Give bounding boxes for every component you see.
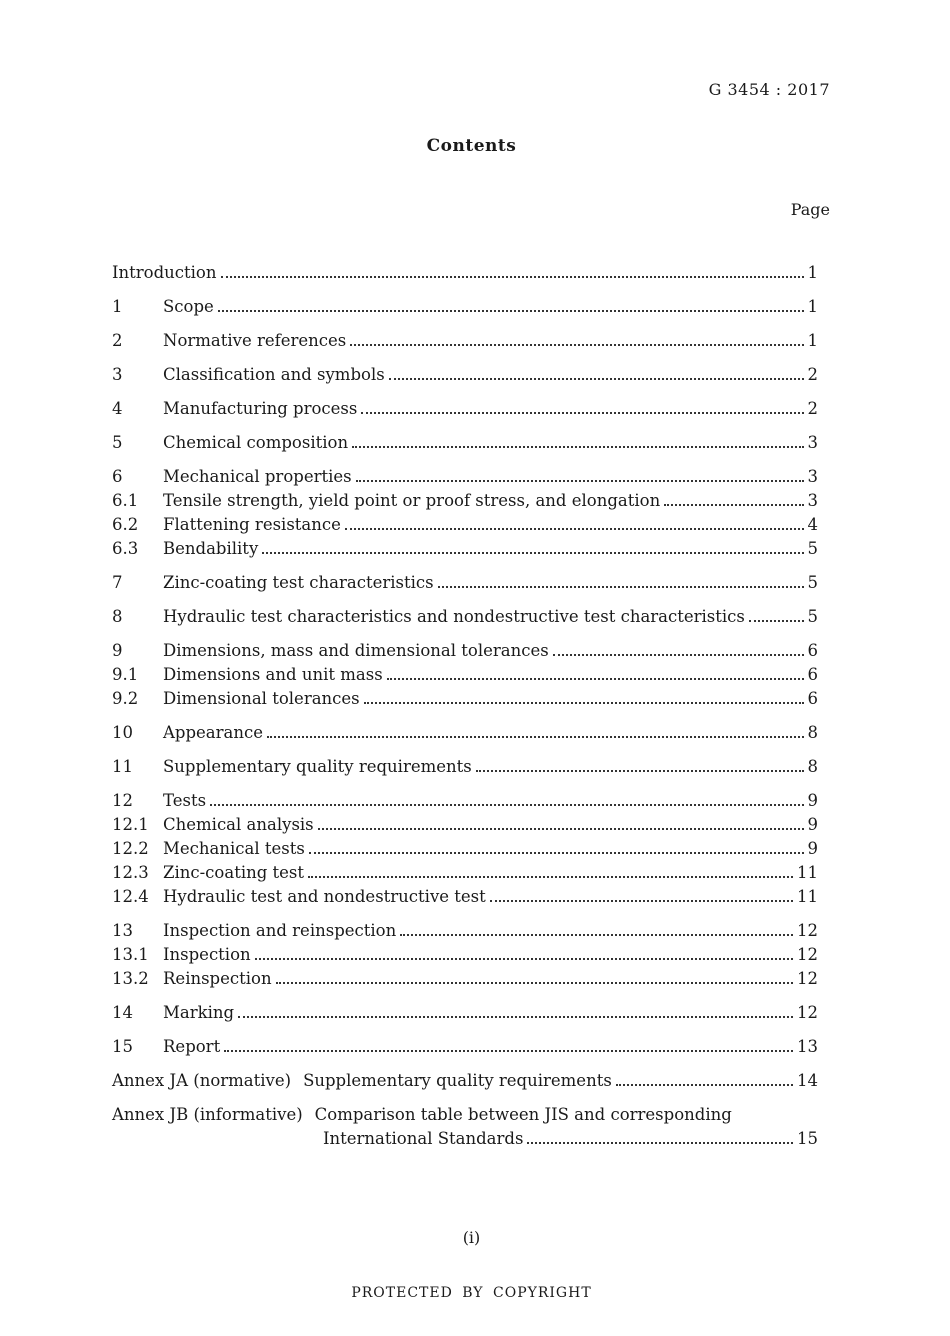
toc-group-14 <box>112 1001 818 1025</box>
toc-entry-number: 6.1 <box>112 491 139 510</box>
toc-group-13 <box>112 919 818 991</box>
dot-leader <box>318 828 804 830</box>
toc-entry-page: 6 <box>807 689 818 708</box>
toc-entry[interactable] <box>112 431 818 455</box>
toc-entry-title: Zinc-coating test characteristics <box>163 573 434 592</box>
toc-entry-title: Classification and symbols <box>163 365 385 384</box>
toc-entry-page: 4 <box>807 515 818 534</box>
toc-entry-number: 3 <box>112 365 123 384</box>
toc-entry-title: Manufacturing process <box>163 399 358 418</box>
toc-entry[interactable] <box>112 489 818 513</box>
toc-entry-annex-jb-continued[interactable] <box>112 1127 818 1151</box>
toc-entry-page: 5 <box>807 607 818 626</box>
toc-entry[interactable] <box>112 465 818 489</box>
toc-entry-title: Tests <box>163 791 207 810</box>
dot-leader <box>309 852 804 854</box>
toc-entry[interactable] <box>112 639 818 663</box>
toc-group-5 <box>112 431 818 455</box>
toc-entry-number: 9 <box>112 641 123 660</box>
dot-leader <box>387 678 804 680</box>
toc-entry-number: 12.1 <box>112 815 149 834</box>
toc-group-1 <box>112 295 818 319</box>
toc-entry-title: Dimensions and unit mass <box>163 665 383 684</box>
toc-entry-title: Dimensional tolerances <box>163 689 360 708</box>
toc-entry-page: 3 <box>807 467 818 486</box>
toc-entry-page: 12 <box>797 921 818 940</box>
toc-entry[interactable] <box>112 1001 818 1025</box>
dot-leader <box>210 804 803 806</box>
toc-entry-number: 4 <box>112 399 123 418</box>
toc-entry[interactable] <box>112 755 818 779</box>
dot-leader <box>490 900 793 902</box>
dot-leader <box>345 528 804 530</box>
dot-leader <box>255 958 793 960</box>
toc-entry-title: Appearance <box>163 723 263 742</box>
dot-leader <box>438 586 804 588</box>
toc-entry-number: 13.1 <box>112 945 149 964</box>
toc-entry-number: 15 <box>112 1037 133 1056</box>
toc-entry-number: 10 <box>112 723 133 742</box>
dot-leader <box>308 876 793 878</box>
dot-leader <box>527 1142 793 1144</box>
toc-entry-page: 6 <box>807 641 818 660</box>
toc-entry[interactable] <box>112 885 818 909</box>
dot-leader <box>553 654 804 656</box>
toc-entry-title: Chemical analysis <box>163 815 314 834</box>
copyright-notice: PROTECTED BY COPYRIGHT <box>351 1285 592 1301</box>
toc-entry-title: Tensile strength, yield point or proof stress, and elongation <box>163 491 661 510</box>
dot-leader <box>364 702 804 704</box>
toc-entry-page: 9 <box>807 791 818 810</box>
toc-entry-number: 1 <box>112 297 123 316</box>
toc-entry-title: Supplementary quality requirements <box>303 1071 612 1090</box>
toc-entry[interactable] <box>112 663 818 687</box>
toc-entry-title: Chemical composition <box>163 433 349 452</box>
toc-entry[interactable] <box>112 329 818 353</box>
toc-entry-title: Hydraulic test and nondestructive test <box>163 887 486 906</box>
toc-entry-page: 1 <box>807 331 818 350</box>
toc-group-15 <box>112 1035 818 1059</box>
toc-entry[interactable] <box>112 363 818 387</box>
toc-entry-page: 1 <box>807 297 818 316</box>
toc-entry[interactable] <box>112 687 818 711</box>
toc-entry-page: 8 <box>807 723 818 742</box>
toc-entry[interactable] <box>112 789 818 813</box>
dot-leader <box>238 1016 793 1018</box>
toc-entry-number: 6.2 <box>112 515 139 534</box>
dot-leader <box>276 982 793 984</box>
toc-entry[interactable] <box>112 721 818 745</box>
toc-entry[interactable] <box>112 513 818 537</box>
toc-group-2 <box>112 329 818 353</box>
toc-entry-page: 3 <box>807 433 818 452</box>
toc-entry-annex-ja[interactable] <box>112 1069 818 1093</box>
toc-entry-page: 9 <box>807 815 818 834</box>
toc-entry-number: 9.1 <box>112 665 139 684</box>
annex-label: Annex JA (normative) <box>112 1071 292 1090</box>
dot-leader <box>389 378 804 380</box>
toc-entry-number: 7 <box>112 573 123 592</box>
toc-entry-introduction[interactable] <box>112 261 818 285</box>
dot-leader <box>400 934 793 936</box>
toc-group-9 <box>112 639 818 711</box>
table-of-contents <box>112 261 818 1161</box>
toc-entry-title: Hydraulic test characteristics and nondestructive test characteristics <box>163 607 745 626</box>
toc-entry[interactable] <box>112 605 818 629</box>
toc-group-10 <box>112 721 818 745</box>
toc-entry-title: Scope <box>163 297 214 316</box>
toc-entry-annex-jb[interactable] <box>112 1103 818 1127</box>
toc-entry[interactable] <box>112 295 818 319</box>
toc-entry[interactable] <box>112 1035 818 1059</box>
dot-leader <box>267 736 804 738</box>
toc-entry-number: 9.2 <box>112 689 139 708</box>
toc-entry-page: 11 <box>797 887 818 906</box>
dot-leader <box>356 480 804 482</box>
toc-entry[interactable] <box>112 397 818 421</box>
toc-entry-page: 12 <box>797 969 818 988</box>
toc-entry-title: Mechanical tests <box>163 839 305 858</box>
toc-entry[interactable] <box>112 943 818 967</box>
toc-group-3 <box>112 363 818 387</box>
toc-entry-title-line2: International Standards <box>323 1129 524 1148</box>
toc-entry-number: 12.4 <box>112 887 149 906</box>
dot-leader <box>350 344 803 346</box>
toc-entry-number: 13.2 <box>112 969 149 988</box>
toc-entry-page: 5 <box>807 573 818 592</box>
toc-entry-number: 13 <box>112 921 133 940</box>
toc-entry-title: Normative references <box>163 331 347 350</box>
toc-group-4 <box>112 397 818 421</box>
toc-entry-page: 2 <box>807 399 818 418</box>
toc-entry-page: 11 <box>797 863 818 882</box>
footer-page-number: (i) <box>462 1228 481 1247</box>
toc-entry-title: Flattening resistance <box>163 515 341 534</box>
toc-entry-page: 13 <box>797 1037 818 1056</box>
toc-entry-page: 3 <box>807 491 818 510</box>
toc-entry-page: 12 <box>797 1003 818 1022</box>
toc-entry-number: 14 <box>112 1003 133 1022</box>
toc-entry-title: Reinspection <box>163 969 272 988</box>
toc-entry-number: 2 <box>112 331 123 350</box>
toc-entry[interactable] <box>112 919 818 943</box>
dot-leader <box>361 412 803 414</box>
toc-entry-title: Inspection and reinspection <box>163 921 397 940</box>
toc-group-12 <box>112 789 818 909</box>
page-title: Contents <box>426 136 517 156</box>
dot-leader <box>476 770 804 772</box>
toc-entry-title: Mechanical properties <box>163 467 352 486</box>
toc-entry-number: 11 <box>112 757 133 776</box>
toc-entry-page: 9 <box>807 839 818 858</box>
toc-entry[interactable] <box>112 967 818 991</box>
toc-entry[interactable] <box>112 571 818 595</box>
toc-entry-number: 12 <box>112 791 133 810</box>
toc-entry-title: Marking <box>163 1003 235 1022</box>
toc-entry[interactable] <box>112 813 818 837</box>
toc-group-annex-ja <box>112 1069 818 1093</box>
toc-entry-title: Inspection <box>163 945 251 964</box>
dot-leader <box>218 310 804 312</box>
toc-group-8 <box>112 605 818 629</box>
dot-leader <box>221 276 804 278</box>
dot-leader <box>664 504 803 506</box>
toc-entry-number: 6.3 <box>112 539 139 558</box>
toc-entry-page: 1 <box>807 263 818 282</box>
toc-entry-page: 2 <box>807 365 818 384</box>
toc-entry-page: 8 <box>807 757 818 776</box>
toc-group-annex-jb <box>112 1103 818 1151</box>
toc-entry-page: 5 <box>807 539 818 558</box>
dot-leader <box>749 620 804 622</box>
toc-group-11 <box>112 755 818 779</box>
toc-entry-title: Zinc-coating test <box>163 863 305 882</box>
toc-entry[interactable] <box>112 861 818 885</box>
toc-entry[interactable] <box>112 837 818 861</box>
toc-group-intro <box>112 261 818 285</box>
toc-group-6 <box>112 465 818 561</box>
dot-leader <box>616 1084 793 1086</box>
annex-label: Annex JB (informative) <box>112 1105 303 1124</box>
toc-entry[interactable] <box>112 537 818 561</box>
toc-entry-number: 6 <box>112 467 123 486</box>
toc-entry-page: 6 <box>807 665 818 684</box>
toc-entry-page: 15 <box>797 1129 818 1148</box>
toc-entry-title: Introduction <box>112 263 217 282</box>
toc-entry-number: 12.3 <box>112 863 149 882</box>
toc-entry-title: Report <box>163 1037 221 1056</box>
toc-entry-title: Supplementary quality requirements <box>163 757 472 776</box>
toc-entry-title: Bendability <box>163 539 259 558</box>
toc-group-7 <box>112 571 818 595</box>
toc-entry-page: 12 <box>797 945 818 964</box>
toc-entry-number: 12.2 <box>112 839 149 858</box>
dot-leader <box>262 552 803 554</box>
page-column-label: Page <box>790 200 830 219</box>
dot-leader <box>352 446 803 448</box>
toc-entry-title: Dimensions, mass and dimensional tolerances <box>163 641 549 660</box>
toc-entry-number: 5 <box>112 433 123 452</box>
toc-entry-page: 14 <box>797 1071 818 1090</box>
dot-leader <box>224 1050 793 1052</box>
doc-number: G 3454 : 2017 <box>708 80 830 99</box>
toc-entry-title-line1: Comparison table between JIS and corresponding <box>314 1105 732 1124</box>
toc-entry-number: 8 <box>112 607 123 626</box>
